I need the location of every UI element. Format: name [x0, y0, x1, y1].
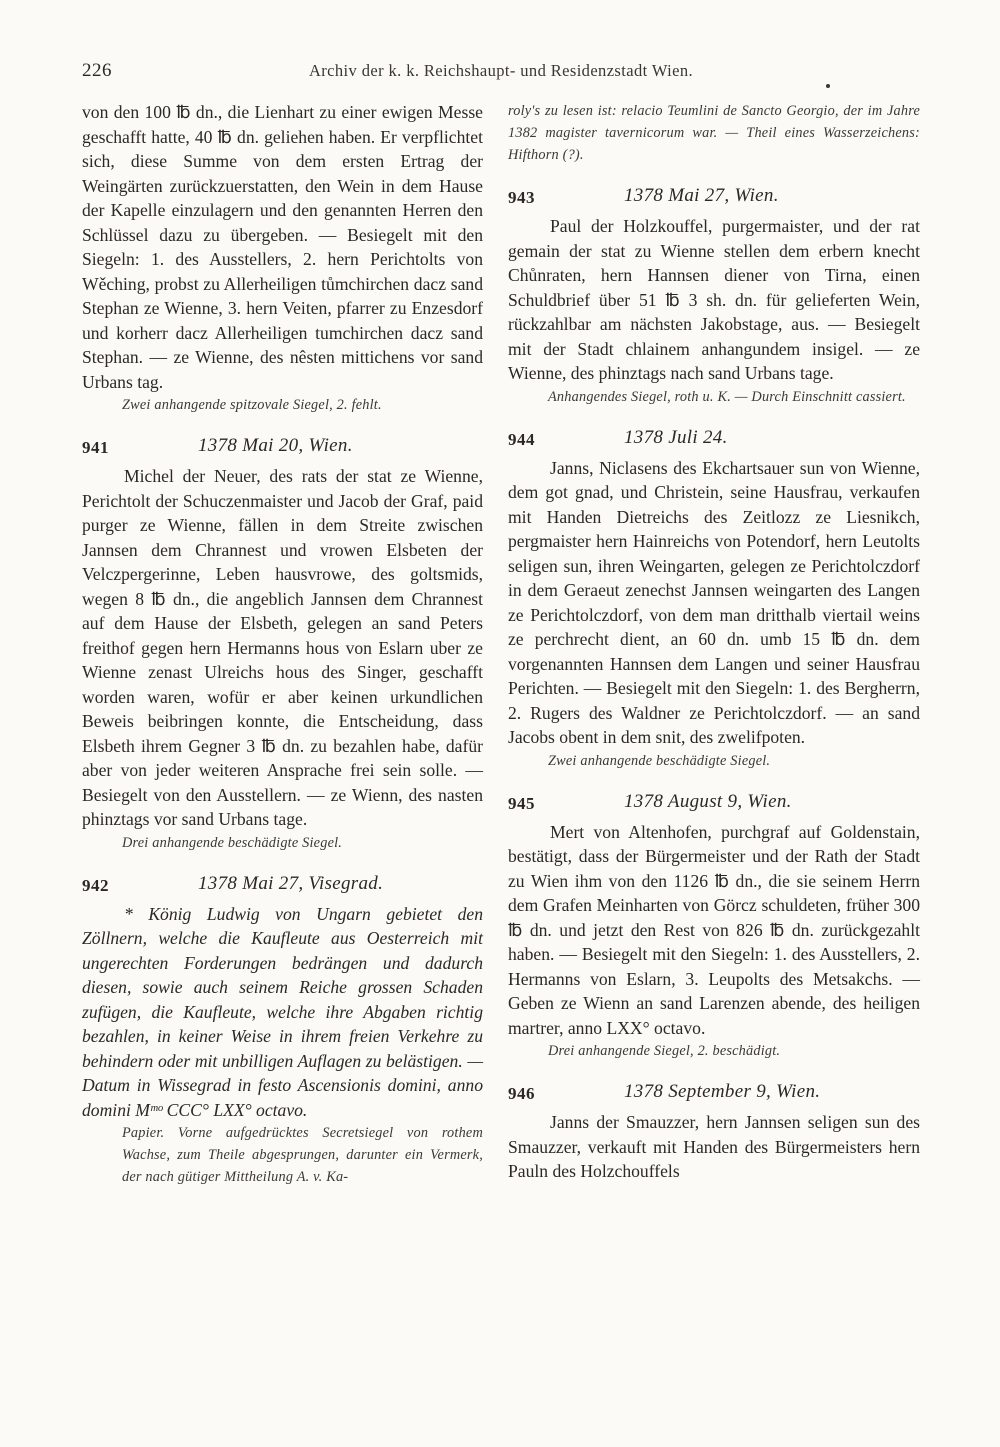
- entry-943-heading: [508, 184, 920, 210]
- entry-date: 1378 Juli 24.: [624, 426, 728, 448]
- entry-942-heading: [82, 872, 483, 898]
- entry-date: 1378 Mai 27, Visegrad.: [198, 872, 384, 894]
- entry-941-heading: [82, 434, 483, 460]
- right-column: [508, 100, 920, 1184]
- entry-946-heading: [508, 1080, 920, 1106]
- entry-945-seal-note: Drei anhangende Siegel, 2. beschädigt.: [548, 1043, 781, 1059]
- page-number: 226: [82, 60, 112, 81]
- entry-942-text: * König Ludwig von Ungarn gebietet den Zöllnern, welche die Kaufleute aus Oesterreich mit ungerechten Forderungen bedrängen und dadurch diesen, sowie auch seinem Reiche grossen Schaden zufügen, die Kaufleute, welche ihre Abgaben richtig bezahlen, in keiner Weise in ihrem freien Verkehre zu behindern oder mit unbilligen Auflagen zu belästigen. — Datum in Wissegrad in festo Ascensionis domini, anno domini Mᵐᵒ CCC° LXX° octavo.: [82, 903, 483, 1120]
- print-speck: [826, 84, 830, 88]
- entry-944-seal-note: Zwei anhangende beschädigte Siegel.: [548, 752, 771, 769]
- entry-date: 1378 September 9, Wien.: [624, 1081, 821, 1102]
- page-header: [82, 60, 920, 88]
- entry-number: 945: [508, 793, 535, 813]
- entry-940-seal-note: Zwei anhangende spitzovale Siegel, 2. fehlt.: [122, 397, 382, 413]
- entry-943-text: Paul der Holzkouffel, purgermaister, und der rat gemain der stat zu Wienne stellen dem erbern knecht Chůnraten, hern Hannsen diener von Tirna, einen Schuldbrief über 51 ℔ 3 sh. dn. für gelieferten Wein, rückzahlbar am nächsten Jakobstage, aus. — Besiegelt mit der Stadt chlainem anhangundem insigel. — ze Wienne, des phinztags nach sand Urbans tage.: [508, 216, 920, 383]
- entry-943-seal-note: Anhangendes Siegel, roth u. K. — Durch Einschnitt cassiert.: [548, 388, 906, 405]
- entry-number: 944: [508, 429, 535, 449]
- entry-942-seal-note: Papier. Vorne aufgedrücktes Secretsiegel von rothem Wachse, zum Theile abgesprungen, darunter ein Vermerk, der nach gütiger Mittheilung A. v. Ka-: [122, 1125, 483, 1185]
- entry-940-continuation: von den 100 ℔ dn., die Lienhart zu einer ewigen Messe geschafft hatte, 40 ℔ dn. geliehen haben. Er verpflichtet sich, diese Summe von dem ersten Ertrag der Weingärten zurückzuerstatten, den Wein in dem Hause der Kapelle einzulagern und den genannten Herren den Schlüssel dazu zu übergeben. — Besiegelt mit den Siegeln: 1. des Ausstellers, 2. hern Perichtolts von Wěching, probst zu Allerheiligen tůmchirchen dacz sand Stephan ze Wienne, 3. hern Veiten, pfarrer zu Enzesdorf und korherr dacz Allerheiligen tumchirchen dacz sand Stephan. — ze Wienne, des nêsten mittichens vor sand Urbans tag.: [82, 102, 483, 392]
- left-column: [82, 100, 483, 1188]
- entry-date: 1378 Mai 27, Wien.: [624, 185, 779, 206]
- entry-number: 941: [82, 438, 109, 457]
- entry-945-text: Mert von Altenhofen, purchgraf auf Goldenstain, bestätigt, dass der Bürgermeister und der Rath der Stadt zu Wien ihm von den 1126 ℔ dn., die sie seinem Herrn dem Grafen Meinharten von Görcz schuldeten, früher 300 ℔ dn. und jetzt den Rest von 826 ℔ dn. zurückgezahlt haben. — Besiegelt mit den Siegeln: 1. des Ausstellers, 2. Hermanns von Eslarn, 3. Leupolts des Metsakchs. — Geben ze Wienn an sand Larenzen abende, des heiligen martrer, anno LXX° octavo.: [508, 821, 920, 1038]
- running-title: Archiv der k. k. Reichshaupt- und Residenzstadt Wien.: [308, 61, 694, 80]
- entry-number: 942: [82, 875, 109, 895]
- entry-941-text: Michel der Neuer, des rats der stat ze Wienne, Perichtolt der Schuczenmaister und Jacob der Graf, paid purger ze Wienne, fällen in dem Streite zwischen Jannsen dem Chrannest und vrowen Elsbeten der Velczpergerinne, Leben hausvrowe, des goltsmids, wegen 8 ℔ dn., die angeblich Jannsen dem Chrannest auf dem Hause der Elsbeth, gelegen an sand Peters freithof gegen hern Hermanns hous von Eslarn uber ze Wienne zenast Ulreichs hous des Singer, geschafft worden waren, wofür er aber keinen urkundlichen Beweis beibringen konnte, die Entscheidung, dass Elsbeth ihrem Gegner 3 ℔ dn. zu bezahlen habe, dafür aber von jeder weiteren Ansprache frei sein solle. — Besiegelt von den Ausstellern. — ze Wienn, des nasten phinztags vor sand Urbans tage.: [82, 466, 483, 829]
- entry-number: 943: [508, 188, 535, 207]
- entry-945-heading: [508, 790, 920, 816]
- entry-date: 1378 Mai 20, Wien.: [198, 435, 353, 456]
- entry-number: 946: [508, 1084, 535, 1103]
- entry-941-seal-note: Drei anhangende beschädigte Siegel.: [122, 834, 343, 851]
- entry-date: 1378 August 9, Wien.: [624, 790, 792, 812]
- entry-944-heading: [508, 426, 920, 452]
- entry-942-note-continuation: roly's zu lesen ist: relacio Teumlini de Sancto Georgio, der im Jahre 1382 magister tavernicorum war. — Theil eines Wasserzeichens: Hifthorn (?).: [508, 103, 920, 163]
- entry-944-text: Janns, Niclasens des Ekchartsauer sun von Wienne, dem got gnad, und Christein, seine Hausfrau, verkaufen mit Handen Dietreichs des Zeitlozz ze Liesnikch, pergmaister hern Hainreichs von Potendorf, hern Leutolts seligen sun, ihren Weingarten, gelegen ze Perichtolczdorf in dem Geraeut zenechst Jannsen weingarten des Langen ze Perichtolczdorf, von dem man dritthalb viertail weins ze perchrecht dient, an 60 dn. umb 15 ℔ dn. dem vorgenannten Hannsen dem Langen und seiner Hausfrau Perichten. — Besiegelt mit den Siegeln: 1. des Bergherrn, 2. Rugers des Waldner ze Perichtolczdorf. — an sand Jacobs obent in dem snit, des zwelifpoten.: [508, 457, 920, 747]
- entry-946-text: Janns der Smauzzer, hern Jannsen seligen sun des Smauzzer, verkauft mit Handen des Bürgermeisters hern Pauln des Holzchouffels: [508, 1112, 920, 1181]
